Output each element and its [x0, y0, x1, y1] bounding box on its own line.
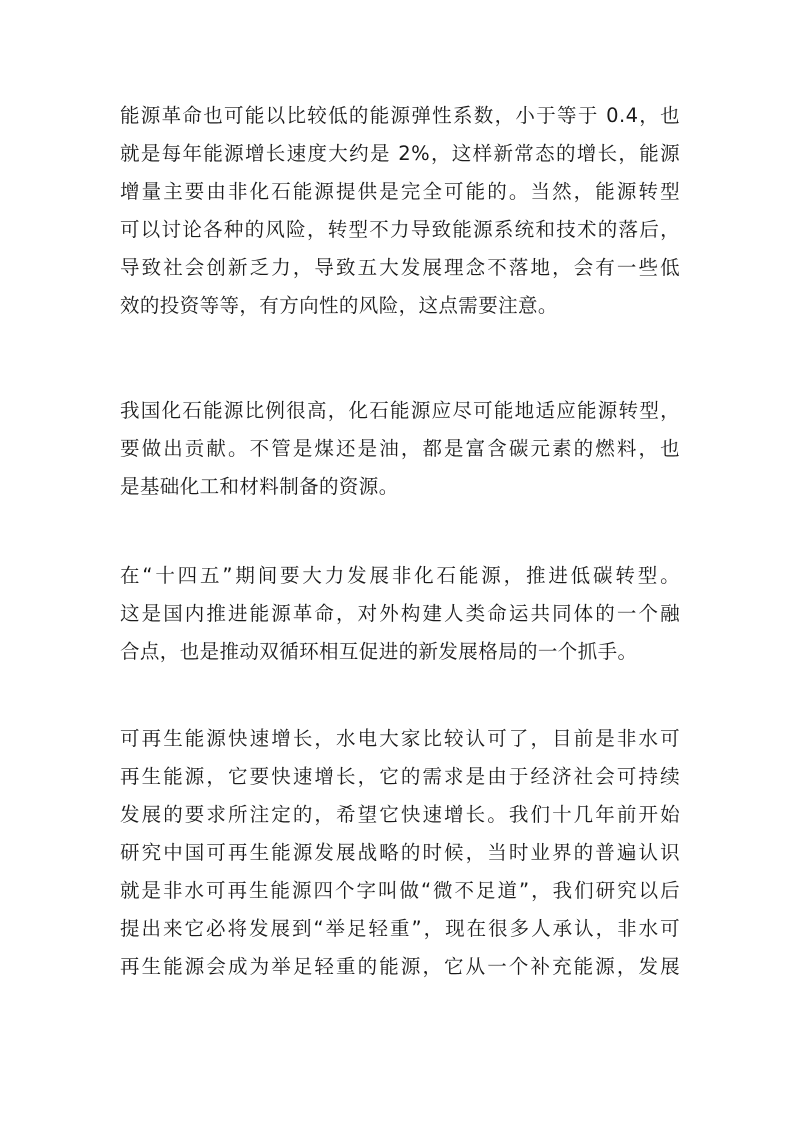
text-line: 能源革命也可能以比较低的能源弹性系数，小于等于 0.4，也 — [120, 104, 680, 127]
text-line: 要做出贡献。不管是煤还是油，都是富含碳元素的燃料，也 — [120, 437, 680, 460]
text-line: 就是每年能源增长速度大约是 2%，这样新常态的增长，能源 — [120, 142, 680, 165]
text-line: 再生能源，它要快速增长，它的需求是由于经济社会可持续 — [120, 765, 680, 788]
text-line: 可再生能源快速增长，水电大家比较认可了，目前是非水可 — [120, 727, 680, 750]
paragraph-renewable-energy — [120, 720, 680, 986]
text-line: 再生能源会成为举足轻重的能源，它从一个补充能源，发展 — [120, 955, 680, 978]
text-line: 就是非水可再生能源四个字叫做“微不足道”，我们研究以后 — [120, 879, 680, 902]
text-line: 效的投资等等，有方向性的风险，这点需要注意。 — [120, 294, 558, 317]
text-line: 是基础化工和材料制备的资源。 — [120, 475, 399, 498]
paragraph-fourteenth-five-year — [120, 557, 680, 671]
text-line: 提出来它必将发展到“举足轻重”，现在很多人承认，非水可 — [120, 917, 680, 940]
text-line: 研究中国可再生能源发展战略的时候，当时业界的普遍认识 — [120, 841, 680, 864]
text-line: 合点，也是推动双循环相互促进的新发展格局的一个抓手。 — [120, 640, 638, 663]
text-line: 增量主要由非化石能源提供是完全可能的。当然，能源转型 — [120, 180, 680, 203]
text-line: 导致社会创新乏力，导致五大发展理念不落地，会有一些低 — [120, 256, 680, 279]
text-line: 可以讨论各种的风险，转型不力导致能源系统和技术的落后， — [120, 218, 680, 241]
text-line: 在“十四五”期间要大力发展非化石能源，推进低碳转型。 — [120, 564, 680, 587]
paragraph-energy-revolution — [120, 97, 680, 325]
text-line: 我国化石能源比例很高，化石能源应尽可能地适应能源转型， — [120, 399, 680, 422]
text-line: 发展的要求所注定的，希望它快速增长。我们十几年前开始 — [120, 803, 680, 826]
paragraph-fossil-energy — [120, 392, 680, 506]
text-line: 这是国内推进能源革命，对外构建人类命运共同体的一个融 — [120, 602, 680, 625]
